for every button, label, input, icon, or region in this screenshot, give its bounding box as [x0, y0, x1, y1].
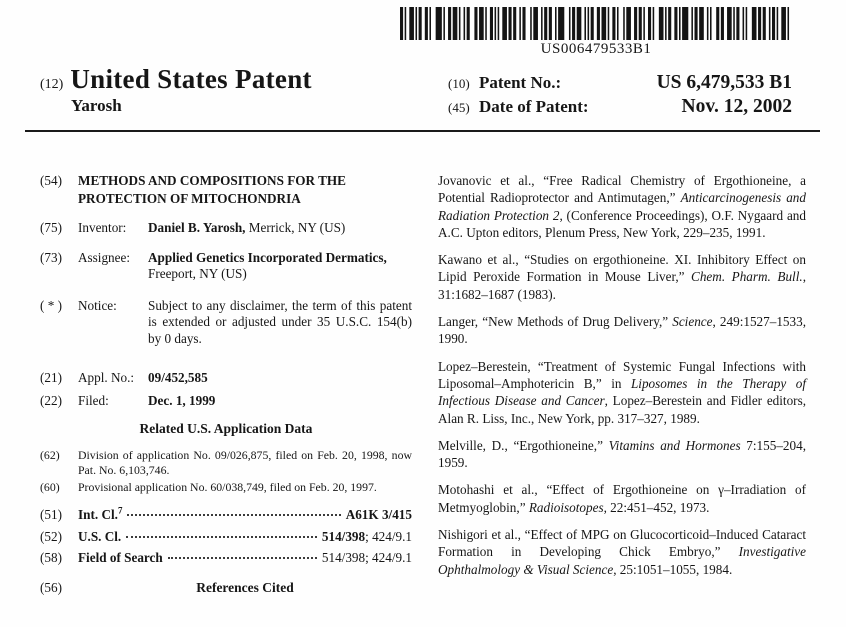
field-21-appl-no [40, 370, 412, 387]
notice-label: Notice: [78, 297, 117, 313]
int-cl-value: A61K 3/415 [345, 507, 412, 523]
related-application-heading: Related U.S. Application Data [139, 420, 313, 436]
field-number: (56) [40, 579, 62, 595]
field-number-10: (10) [448, 76, 470, 91]
bibliographic-column [40, 172, 412, 597]
barcode [400, 7, 792, 58]
field-number: (21) [40, 369, 62, 385]
patent-no-label: Patent No.: [479, 73, 562, 92]
header-divider [25, 130, 820, 132]
inventor-value [148, 220, 412, 237]
us-cl-primary: 514/398 [321, 528, 366, 544]
provisional-text: Provisional application No. 60/038,749, filed on Feb. 20, 1997. [78, 479, 377, 494]
us-cl-secondary: ; 424/9.1 [365, 528, 412, 544]
field-22-filed [40, 393, 412, 410]
dotted-leader [127, 514, 340, 516]
us-cl-label: U.S. Cl. [78, 528, 122, 544]
inventor-location: Merrick, NY (US) [245, 220, 346, 235]
inventor-surname: Yarosh [71, 96, 122, 115]
reference-item: Lopez–Berestein, “Treatment of Systemic Fungal Infections with Liposomal–Amphotericin B,” in Liposomes in the Therapy of Infectious Disease and Cancer, Lopez–Berestein and Fidler editors, Alan R. Liss, Inc., New York, pp. 317–327, 1989. [438, 358, 807, 426]
patent-no-value: US 6,479,533 B1 [656, 72, 792, 93]
reference-item: Motohashi et al., “Effect of Ergothioneine on γ–Irradiation of Metmyoglobin,” Radioisotopes, 22:451–452, 1973. [438, 482, 806, 515]
dotted-leader [168, 557, 317, 559]
header-left [40, 64, 312, 116]
reference-item: Langer, “New Methods of Drug Delivery,” Science, 249:1527–1533, 1990. [438, 314, 806, 347]
reference-item: Jovanovic et al., “Free Radical Chemistry of Ergothioneine, a Potential Radioprotector and Antimutagen,” Anticarcinogenesis and Radiation Protection 2, (Conference Proceedings), O.F. Nygaard and A.C. Upton editors, Plenum Press, New York, 229–235, 1991. [438, 173, 806, 240]
field-number: (52) [40, 528, 62, 544]
field-number: (62) [40, 448, 60, 463]
field-number: (51) [40, 507, 62, 523]
document-title: United States Patent [70, 64, 312, 94]
field-60-provisional [40, 480, 412, 495]
references-list [438, 172, 806, 597]
assignee-value [148, 250, 412, 283]
references-cited-heading: References Cited [196, 579, 294, 595]
reference-item: Nishigori et al., “Effect of MPG on Glucocorticoid–Induced Cataract Formation in Developing Chick Embryo,” Investigative Ophthalmology & Visual Science, 25:1051–1055, 1984. [438, 527, 806, 577]
field-number: (22) [40, 393, 62, 409]
inventor-name: Daniel B. Yarosh, [148, 220, 246, 235]
field-number: ( * ) [40, 297, 62, 313]
appl-no-value: 09/452,585 [148, 369, 208, 385]
field-51-int-cl [40, 507, 412, 524]
body-columns [40, 172, 806, 597]
date-of-patent-label: Date of Patent: [479, 97, 589, 116]
filed-value: Dec. 1, 1999 [148, 393, 216, 409]
int-cl-label: Int. Cl.$^7$ [78, 505, 123, 523]
field-73-assignee [40, 250, 412, 283]
division-text: Division of application No. 09/026,875, filed on Feb. 20, 1998, now Pat. No. 6,103,746. [78, 448, 412, 477]
field-number: (75) [40, 220, 62, 235]
header-right [448, 72, 792, 120]
field-56-references [40, 580, 412, 597]
invention-title: METHODS AND COMPOSITIONS FOR THE PROTECTION OF MITOCHONDRIA [78, 173, 346, 206]
field-number: (60) [40, 479, 60, 494]
field-52-us-cl [40, 529, 412, 546]
dotted-leader [126, 536, 317, 538]
field-of-search-value: 514/398; 424/9.1 [321, 550, 412, 566]
notice-text: Subject to any disclaimer, the term of this patent is extended or adjusted under 35 U.S.C. 154(b) by 0 days. [148, 297, 412, 346]
assignee-label: Assignee: [78, 249, 131, 265]
us-cl-value [322, 529, 412, 546]
filed-label: Filed: [78, 393, 109, 409]
field-62-division [40, 448, 412, 477]
assignee-location: Freeport, NY (US) [148, 266, 247, 282]
barcode-icon [400, 7, 792, 40]
date-of-patent-value: Nov. 12, 2002 [681, 96, 792, 117]
assignee-name: Applied Genetics Incorporated Dermatics, [148, 249, 387, 265]
notice-field [40, 298, 412, 348]
field-58-field-of-search [40, 550, 412, 567]
field-54-title [40, 172, 412, 207]
field-number: (58) [40, 550, 62, 566]
reference-item: Kawano et al., “Studies on ergothioneine. XI. Inhibitory Effect on Lipid Peroxide Formation in Mouse Liver,” Chem. Pharm. Bull., 31:1682–1687 (1983). [438, 252, 806, 302]
int-cl-superscript: 7 [117, 505, 123, 516]
reference-item: Melville, D., “Ergothioneine,” Vitamins and Hormones 7:155–204, 1959. [438, 437, 806, 471]
appl-no-label: Appl. No.: [78, 369, 135, 385]
barcode-number: US006479533B1 [540, 41, 652, 57]
field-number: (54) [40, 173, 62, 188]
field-75-inventor [40, 220, 412, 237]
inventor-label: Inventor: [78, 220, 127, 235]
field-number-12: (12) [40, 77, 64, 92]
field-number-45: (45) [448, 100, 470, 115]
field-of-search-label: Field of Search [78, 550, 163, 566]
field-number: (73) [40, 249, 62, 265]
